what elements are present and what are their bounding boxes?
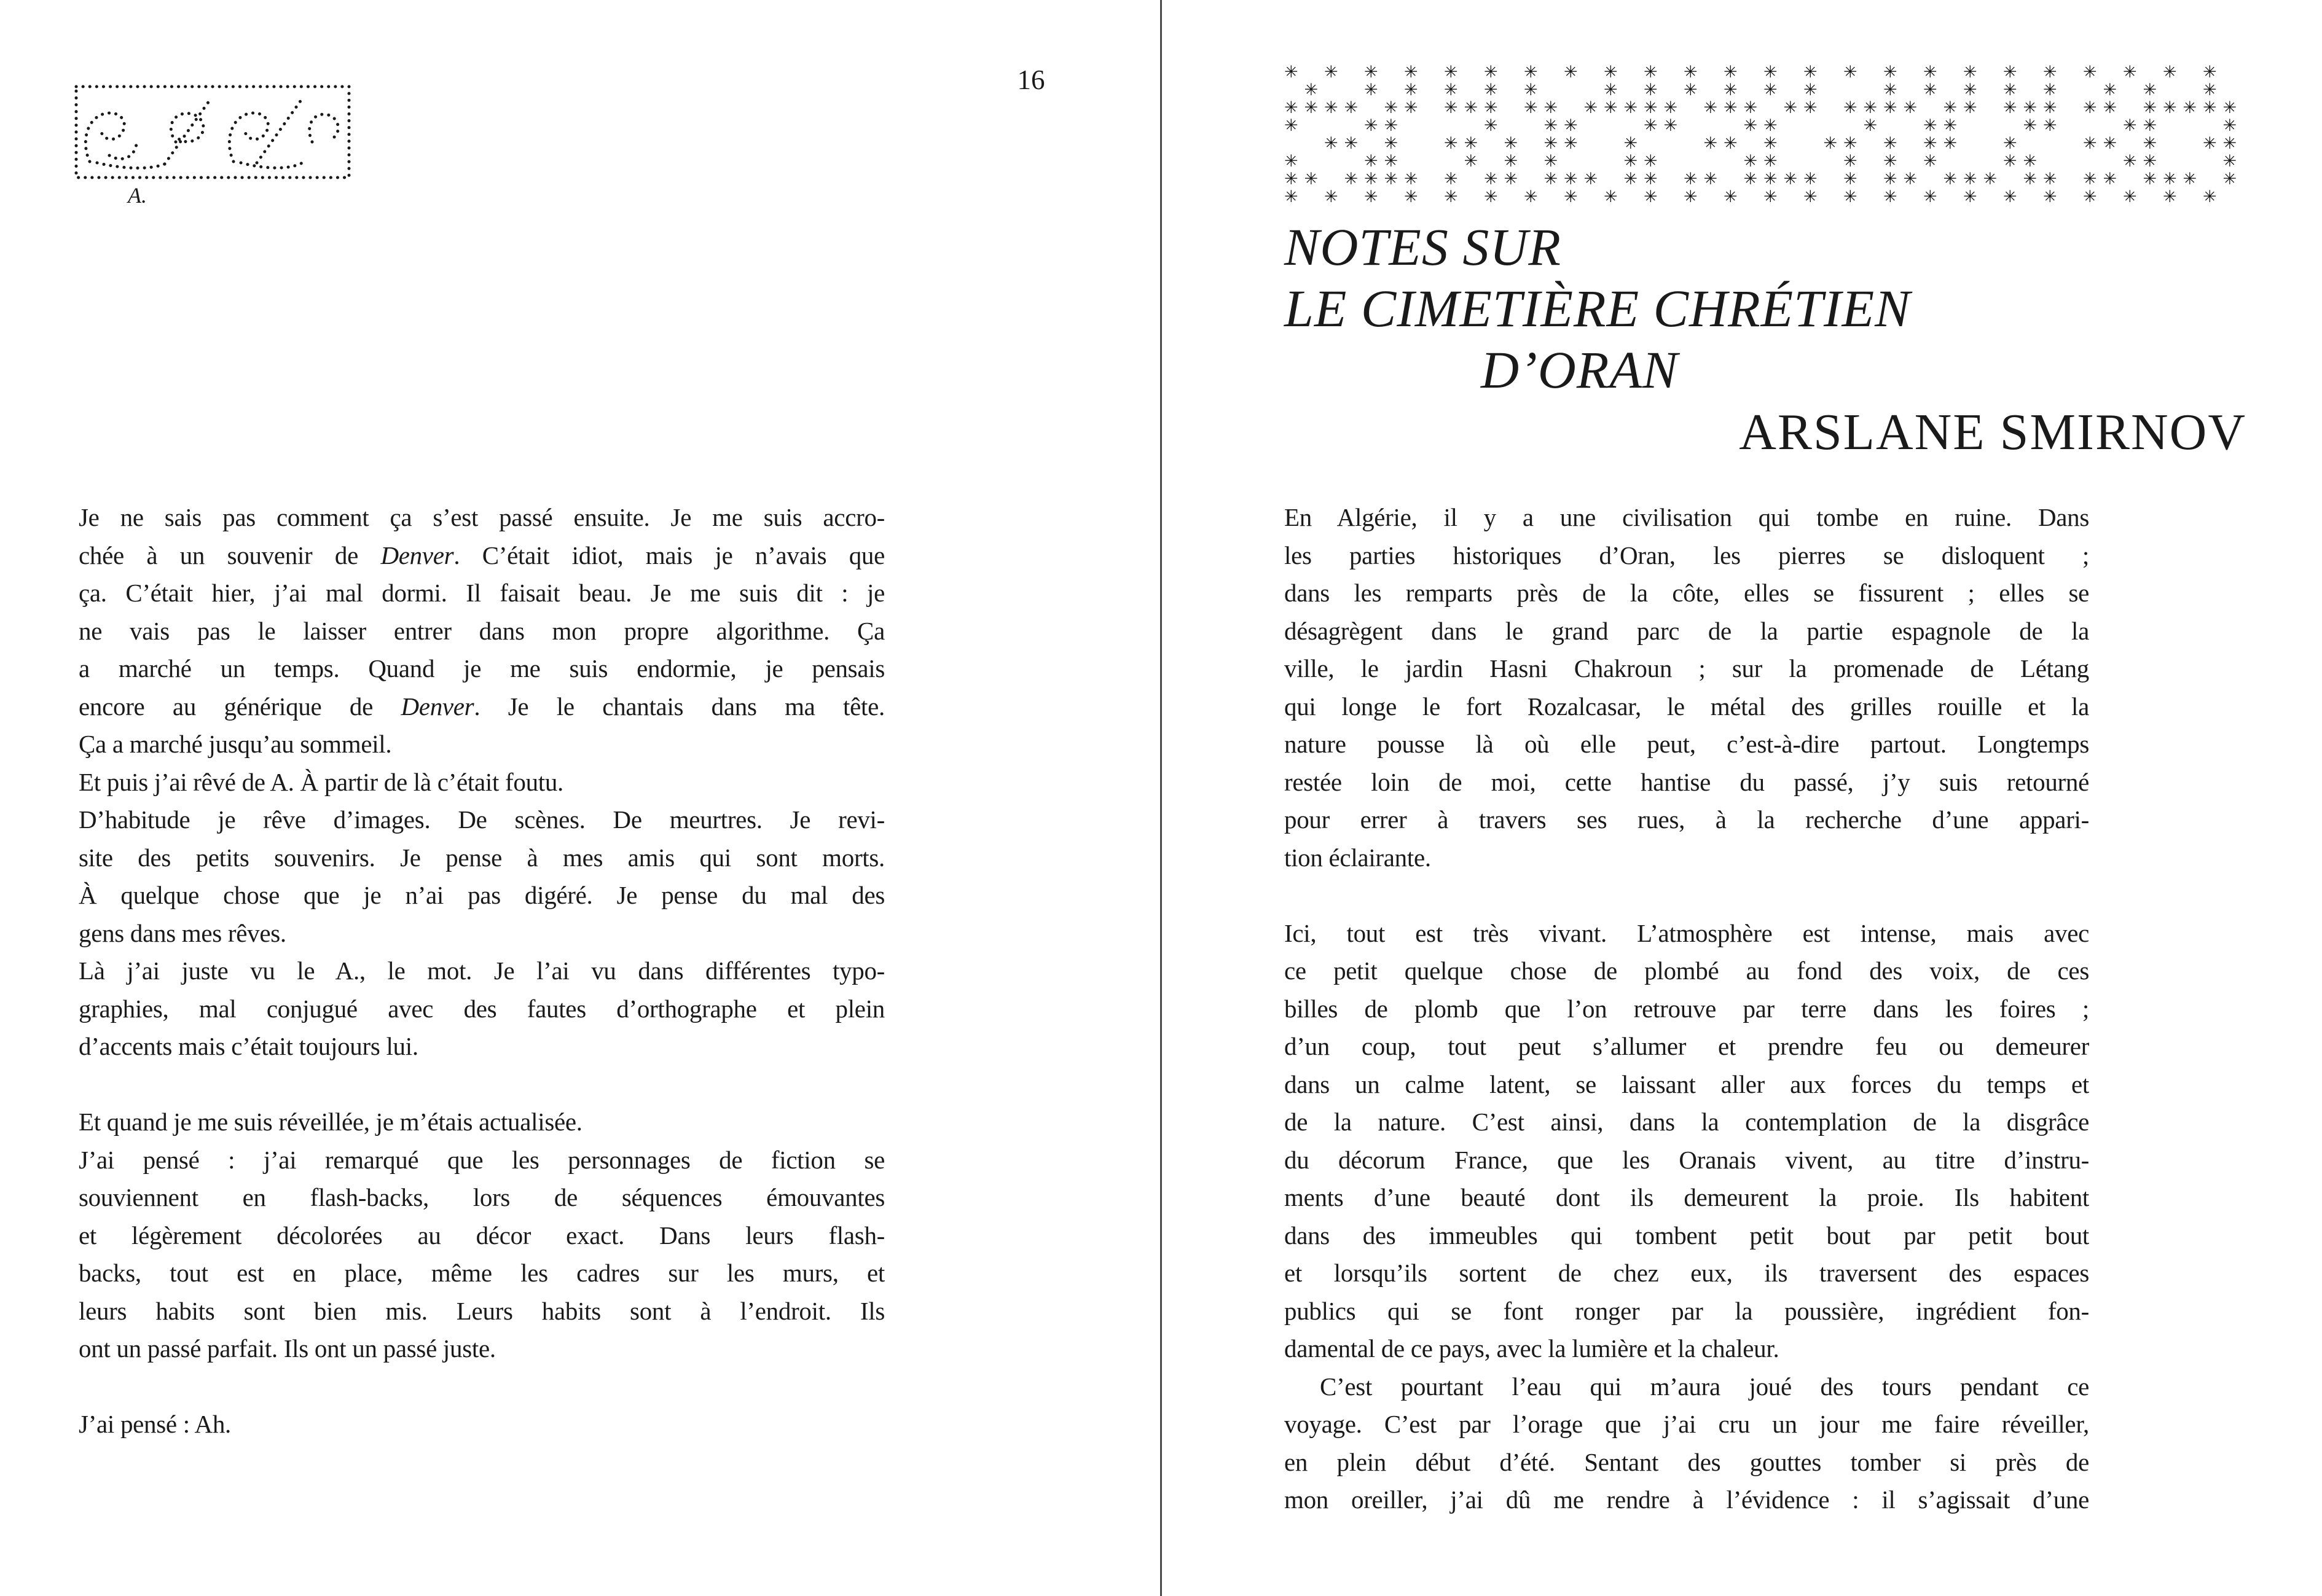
star-glyph-icon: ✳ bbox=[1384, 152, 1398, 171]
star-glyph-icon: ✳ bbox=[1644, 170, 1658, 189]
star-glyph-icon: ✳ bbox=[1644, 152, 1658, 171]
ornament-caption: A. bbox=[128, 183, 147, 208]
star-glyph-icon: ✳ bbox=[1623, 152, 1638, 171]
text-line: leurs habits sont bien mis. Leurs habits sont à l’endroit. Ils bbox=[79, 1296, 885, 1325]
star-glyph-icon: ✳ bbox=[1644, 80, 1658, 100]
star-glyph-icon: ✳ bbox=[1564, 170, 1578, 189]
star-glyph-icon: ✳ bbox=[1644, 116, 1658, 135]
star-glyph-icon: ✳ bbox=[1644, 98, 1658, 117]
star-glyph-icon: ✳ bbox=[1364, 80, 1378, 100]
star-glyph-icon: ✳ bbox=[2043, 116, 2057, 135]
star-glyph-icon: ✳ bbox=[2083, 98, 2097, 117]
star-glyph-icon: ✳ bbox=[1703, 134, 1718, 153]
star-glyph-icon: ✳ bbox=[2023, 116, 2038, 135]
star-glyph-icon: ✳ bbox=[1284, 63, 1298, 82]
star-glyph-icon: ✳ bbox=[2163, 187, 2177, 206]
star-glyph-icon: ✳ bbox=[1883, 98, 1897, 117]
star-glyph-icon: ✳ bbox=[1364, 170, 1378, 189]
star-glyph-icon: ✳ bbox=[1883, 80, 1897, 100]
star-glyph-icon: ✳ bbox=[1384, 170, 1398, 189]
star-glyph-icon: ✳ bbox=[1843, 170, 1857, 189]
star-glyph-icon: ✳ bbox=[1963, 63, 1977, 82]
text-segment: . Je le chantais dans ma tête. bbox=[474, 692, 885, 721]
star-glyph-icon: ✳ bbox=[1644, 187, 1658, 206]
star-glyph-icon: ✳ bbox=[1763, 80, 1778, 100]
left-body-text bbox=[79, 499, 885, 1444]
star-glyph-icon: ✳ bbox=[1763, 134, 1778, 153]
star-glyph-icon: ✳ bbox=[1883, 134, 1897, 153]
star-glyph-icon: ✳ bbox=[1843, 134, 1857, 153]
star-glyph-icon: ✳ bbox=[1464, 98, 1478, 117]
text-line: Là j’ai juste vu le A., le mot. Je l’ai vu dans différentes typo- bbox=[79, 956, 885, 985]
star-glyph-icon: ✳ bbox=[1543, 170, 1558, 189]
text-line: À quelque chose que je n’ai pas digéré. Je pense du mal des bbox=[79, 881, 885, 909]
star-glyph-icon: ✳ bbox=[2003, 98, 2017, 117]
star-glyph-icon: ✳ bbox=[1604, 98, 1618, 117]
star-glyph-icon: ✳ bbox=[2163, 63, 2177, 82]
star-glyph-icon: ✳ bbox=[1963, 170, 1977, 189]
text-segment: . C’était idiot, mais je n’avais que bbox=[453, 541, 885, 569]
star-glyph-icon: ✳ bbox=[1404, 187, 1418, 206]
italic-text: Denver bbox=[401, 692, 474, 721]
star-glyph-icon: ✳ bbox=[2003, 80, 2017, 100]
page-gutter-divider bbox=[1160, 0, 1162, 1596]
star-glyph-icon: ✳ bbox=[1364, 116, 1378, 135]
article-author: ARSLANE SMIRNOV bbox=[1739, 404, 2246, 461]
star-glyph-icon: ✳ bbox=[1324, 98, 1338, 117]
text-line: les parties historiques d’Oran, les pierres se disloquent ; bbox=[1284, 541, 2089, 569]
star-glyph-icon: ✳ bbox=[1923, 63, 1937, 82]
text-line: dans les remparts près de la côte, elles se fissurent ; elles se bbox=[1284, 579, 2089, 607]
star-glyph-icon: ✳ bbox=[1923, 134, 1937, 153]
text-line: En Algérie, il y a une civilisation qui tombe en ruine. Dans bbox=[1284, 503, 2089, 531]
blank-line bbox=[1284, 877, 2089, 915]
article-title-line-3: D’ORAN bbox=[1481, 340, 1679, 399]
star-glyph-icon: ✳ bbox=[1803, 98, 1818, 117]
star-glyph-icon: ✳ bbox=[1923, 116, 1937, 135]
star-glyph-icon: ✳ bbox=[1863, 98, 1878, 117]
star-glyph-icon: ✳ bbox=[1404, 170, 1418, 189]
star-glyph-icon: ✳ bbox=[2203, 80, 2217, 100]
text-line: et lorsqu’ils sortent de chez eux, ils traversent des espaces bbox=[1284, 1259, 2089, 1287]
text-segment: encore au générique de bbox=[79, 692, 401, 721]
star-glyph-icon: ✳ bbox=[2183, 170, 2197, 189]
star-glyph-icon: ✳ bbox=[2143, 152, 2157, 171]
text-line: dans un calme latent, se laissant aller aux forces du temps et bbox=[1284, 1070, 2089, 1098]
star-glyph-icon: ✳ bbox=[1364, 152, 1378, 171]
star-glyph-icon: ✳ bbox=[2123, 187, 2137, 206]
text-line: ne vais pas le laisser entrer dans mon propre algorithme. Ça bbox=[79, 616, 885, 645]
star-glyph-icon: ✳ bbox=[2103, 134, 2117, 153]
star-glyph-icon: ✳ bbox=[1564, 134, 1578, 153]
star-glyph-icon: ✳ bbox=[1943, 134, 1958, 153]
text-line: billes de plomb que l’on retrouve par terre dans les foires ; bbox=[1284, 994, 2089, 1023]
text-line: du décorum France, que les Oranais vivent, au titre d’instru- bbox=[1284, 1145, 2089, 1174]
star-glyph-icon: ✳ bbox=[1803, 63, 1818, 82]
star-glyph-icon: ✳ bbox=[1304, 80, 1319, 100]
star-glyph-icon: ✳ bbox=[2083, 187, 2097, 206]
star-glyph-icon: ✳ bbox=[1763, 63, 1778, 82]
star-glyph-icon: ✳ bbox=[1543, 116, 1558, 135]
star-glyph-icon: ✳ bbox=[1684, 80, 1698, 100]
star-glyph-icon: ✳ bbox=[2222, 152, 2237, 171]
text-line: désagrègent dans le grand parc de la partie espagnole de la bbox=[1284, 616, 2089, 645]
text-line: site des petits souvenirs. Je pense à mes amis qui sont morts. bbox=[79, 843, 885, 872]
star-glyph-icon: ✳ bbox=[2083, 170, 2097, 189]
star-glyph-icon: ✳ bbox=[1543, 98, 1558, 117]
star-glyph-icon: ✳ bbox=[1284, 116, 1298, 135]
text-line: a marché un temps. Quand je me suis endormie, je pensais bbox=[79, 654, 885, 683]
text-line: Je ne sais pas comment ça s’est passé ensuite. Je me suis accro- bbox=[79, 503, 885, 531]
star-glyph-icon: ✳ bbox=[2222, 170, 2237, 189]
star-glyph-icon: ✳ bbox=[2143, 170, 2157, 189]
star-glyph-icon: ✳ bbox=[2222, 98, 2237, 117]
star-glyph-icon: ✳ bbox=[2203, 187, 2217, 206]
text-line: backs, tout est en place, même les cadres sur les murs, et bbox=[79, 1259, 885, 1287]
star-glyph-icon: ✳ bbox=[1444, 134, 1458, 153]
star-glyph-icon: ✳ bbox=[2103, 98, 2117, 117]
star-glyph-icon: ✳ bbox=[2143, 116, 2157, 135]
star-glyph-icon: ✳ bbox=[1484, 98, 1498, 117]
star-glyph-icon: ✳ bbox=[1724, 63, 1738, 82]
star-glyph-icon: ✳ bbox=[2222, 134, 2237, 153]
star-glyph-icon: ✳ bbox=[1644, 63, 1658, 82]
star-glyph-icon: ✳ bbox=[1284, 187, 1298, 206]
star-glyph-icon: ✳ bbox=[1284, 152, 1298, 171]
star-glyph-icon: ✳ bbox=[1883, 152, 1897, 171]
star-glyph-icon: ✳ bbox=[2023, 170, 2038, 189]
text-line: et légèrement décolorées au décor exact. Dans leurs flash- bbox=[79, 1221, 885, 1250]
star-glyph-icon: ✳ bbox=[1763, 170, 1778, 189]
star-glyph-icon: ✳ bbox=[1903, 98, 1918, 117]
star-glyph-icon: ✳ bbox=[1444, 170, 1458, 189]
text-line: mon oreiller, j’ai dû me rendre à l’évidence : il s’agissait d’une bbox=[1284, 1485, 2089, 1514]
star-glyph-icon: ✳ bbox=[1504, 134, 1518, 153]
text-line: publics qui se font ronger par la poussière, ingrédient fon- bbox=[1284, 1296, 2089, 1325]
star-glyph-icon: ✳ bbox=[1543, 134, 1558, 153]
star-glyph-icon: ✳ bbox=[2143, 80, 2157, 100]
star-glyph-icon: ✳ bbox=[2163, 98, 2177, 117]
text-line: dans des immeubles qui tombent petit bout par petit bout bbox=[1284, 1221, 2089, 1250]
star-glyph-icon: ✳ bbox=[2103, 170, 2117, 189]
star-glyph-icon: ✳ bbox=[2123, 63, 2137, 82]
star-glyph-icon: ✳ bbox=[1783, 170, 1798, 189]
text-line: d’un coup, tout peut s’allumer et prendre feu ou demeurer bbox=[1284, 1032, 2089, 1060]
star-glyph-icon: ✳ bbox=[2143, 98, 2157, 117]
star-glyph-icon: ✳ bbox=[1344, 98, 1359, 117]
star-glyph-icon: ✳ bbox=[1564, 187, 1578, 206]
star-glyph-icon: ✳ bbox=[1663, 98, 1678, 117]
star-glyph-icon: ✳ bbox=[1404, 98, 1418, 117]
text-line: tion éclairante. bbox=[1284, 843, 1431, 872]
star-glyph-icon: ✳ bbox=[1564, 63, 1578, 82]
blank-line bbox=[79, 1066, 885, 1104]
star-glyph-icon: ✳ bbox=[2003, 63, 2017, 82]
text-line: nature pousse là où elle peut, c’est-à-dire partout. Longtemps bbox=[1284, 730, 2089, 758]
star-glyph-icon: ✳ bbox=[1324, 63, 1338, 82]
star-glyph-icon: ✳ bbox=[1304, 98, 1319, 117]
star-glyph-icon: ✳ bbox=[1524, 187, 1538, 206]
text-line: d’accents mais c’était toujours lui. bbox=[79, 1032, 418, 1060]
star-glyph-icon: ✳ bbox=[1284, 98, 1298, 117]
star-glyph-icon: ✳ bbox=[1803, 170, 1818, 189]
star-glyph-icon: ✳ bbox=[1724, 187, 1738, 206]
star-glyph-icon: ✳ bbox=[1684, 63, 1698, 82]
text-line bbox=[79, 537, 885, 575]
text-line: ville, le jardin Hasni Chakroun ; sur la promenade de Létang bbox=[1284, 654, 2089, 683]
star-glyph-icon: ✳ bbox=[2043, 187, 2057, 206]
star-glyph-icon: ✳ bbox=[2043, 63, 2057, 82]
star-glyph-icon: ✳ bbox=[1384, 134, 1398, 153]
star-glyph-icon: ✳ bbox=[1743, 152, 1758, 171]
star-glyph-icon: ✳ bbox=[1623, 134, 1638, 153]
text-line: ça. C’était hier, j’ai mal dormi. Il faisait beau. Je me suis dit : je bbox=[79, 579, 885, 607]
text-line: Ici, tout est très vivant. L’atmosphère est intense, mais avec bbox=[1284, 918, 2089, 947]
star-glyph-icon: ✳ bbox=[1803, 187, 1818, 206]
text-line: qui longe le fort Rozalcasar, le métal des grilles rouille et la bbox=[1284, 692, 2089, 721]
star-glyph-icon: ✳ bbox=[1324, 187, 1338, 206]
star-glyph-icon: ✳ bbox=[1524, 98, 1538, 117]
star-glyph-icon: ✳ bbox=[1484, 63, 1498, 82]
text-line: Et puis j’ai rêvé de A. À partir de là c’était foutu. bbox=[79, 767, 564, 796]
star-glyph-icon: ✳ bbox=[2043, 80, 2057, 100]
star-glyph-icon: ✳ bbox=[1564, 116, 1578, 135]
star-glyph-icon: ✳ bbox=[1344, 170, 1359, 189]
star-glyph-icon: ✳ bbox=[2083, 63, 2097, 82]
star-glyph-icon: ✳ bbox=[2222, 116, 2237, 135]
right-body-text bbox=[1284, 499, 2089, 1519]
text-line: gens dans mes rêves. bbox=[79, 918, 286, 947]
star-glyph-icon: ✳ bbox=[1444, 187, 1458, 206]
star-glyph-icon: ✳ bbox=[1684, 187, 1698, 206]
star-glyph-icon: ✳ bbox=[1324, 134, 1338, 153]
star-glyph-icon: ✳ bbox=[1464, 134, 1478, 153]
lace-ornament-icon bbox=[73, 83, 353, 181]
star-glyph-icon: ✳ bbox=[1663, 116, 1678, 135]
star-glyph-icon: ✳ bbox=[1883, 170, 1897, 189]
text-line: graphies, mal conjugué avec des fautes d’orthographe et plein bbox=[79, 994, 885, 1023]
star-glyph-icon: ✳ bbox=[1963, 187, 1977, 206]
article-header bbox=[1284, 216, 2246, 464]
star-glyph-icon: ✳ bbox=[2183, 98, 2197, 117]
star-glyph-icon: ✳ bbox=[2203, 63, 2217, 82]
star-glyph-icon: ✳ bbox=[1404, 80, 1418, 100]
text-line: J’ai pensé : j’ai remarqué que les personnages de fiction se bbox=[79, 1145, 885, 1174]
star-glyph-icon: ✳ bbox=[1763, 152, 1778, 171]
page-number: 16 bbox=[1017, 65, 1045, 95]
star-glyph-icon: ✳ bbox=[1943, 116, 1958, 135]
star-glyph-icon: ✳ bbox=[1703, 98, 1718, 117]
italic-text: Denver bbox=[380, 541, 454, 569]
star-glyph-icon: ✳ bbox=[1943, 170, 1958, 189]
text-line: ments d’une beauté dont ils demeurent la proie. Ils habitent bbox=[1284, 1183, 2089, 1211]
text-line bbox=[79, 688, 885, 726]
star-glyph-icon: ✳ bbox=[1484, 187, 1498, 206]
star-glyph-icon: ✳ bbox=[1444, 98, 1458, 117]
star-glyph-icon: ✳ bbox=[1604, 63, 1618, 82]
star-glyph-icon: ✳ bbox=[1444, 63, 1458, 82]
star-glyph-icon: ✳ bbox=[1623, 170, 1638, 189]
blank-line bbox=[79, 1368, 885, 1406]
star-band-ornament-icon bbox=[1284, 63, 2246, 208]
star-glyph-icon: ✳ bbox=[2143, 134, 2157, 153]
star-glyph-icon: ✳ bbox=[2003, 187, 2017, 206]
text-line: damental de ce pays, avec la lumière et la chaleur. bbox=[1284, 1334, 1779, 1363]
star-glyph-icon: ✳ bbox=[1763, 116, 1778, 135]
text-line: souviennent en flash-backs, lors de séquences émouvantes bbox=[79, 1183, 885, 1211]
star-glyph-icon: ✳ bbox=[1703, 170, 1718, 189]
text-line: pour errer à travers ses rues, à la recherche d’une appari- bbox=[1284, 805, 2089, 834]
star-glyph-icon: ✳ bbox=[1724, 134, 1738, 153]
star-glyph-icon: ✳ bbox=[1963, 98, 1977, 117]
star-glyph-icon: ✳ bbox=[1783, 98, 1798, 117]
star-glyph-icon: ✳ bbox=[2023, 152, 2038, 171]
star-glyph-icon: ✳ bbox=[1923, 80, 1937, 100]
text-line: Et quand je me suis réveillée, je m’étais actualisée. bbox=[79, 1108, 582, 1136]
star-glyph-icon: ✳ bbox=[1743, 116, 1758, 135]
text-line: ont un passé parfait. Ils ont un passé juste. bbox=[79, 1334, 496, 1363]
star-glyph-icon: ✳ bbox=[1404, 63, 1418, 82]
star-glyph-icon: ✳ bbox=[1364, 187, 1378, 206]
text-segment: chée à un souvenir de bbox=[79, 541, 381, 569]
star-glyph-icon: ✳ bbox=[1743, 170, 1758, 189]
star-glyph-icon: ✳ bbox=[2023, 98, 2038, 117]
star-glyph-icon: ✳ bbox=[2043, 170, 2057, 189]
star-glyph-icon: ✳ bbox=[1364, 63, 1378, 82]
star-glyph-icon: ✳ bbox=[2003, 134, 2017, 153]
star-glyph-icon: ✳ bbox=[2003, 152, 2017, 171]
star-glyph-icon: ✳ bbox=[1484, 170, 1498, 189]
star-glyph-icon: ✳ bbox=[1484, 116, 1498, 135]
star-glyph-icon: ✳ bbox=[1883, 63, 1897, 82]
star-glyph-icon: ✳ bbox=[2123, 152, 2137, 171]
star-glyph-icon: ✳ bbox=[1623, 98, 1638, 117]
star-glyph-icon: ✳ bbox=[1464, 152, 1478, 171]
text-line: ce petit quelque chose de plombé au fond des voix, de ces bbox=[1284, 956, 2089, 985]
star-glyph-icon: ✳ bbox=[1923, 187, 1937, 206]
star-glyph-icon: ✳ bbox=[1444, 80, 1458, 100]
text-line: C’est pourtant l’eau qui m’aura joué des tours pendant ce bbox=[1320, 1372, 2089, 1401]
article-title-line-1: NOTES SUR bbox=[1284, 217, 1561, 276]
star-glyph-icon: ✳ bbox=[2123, 116, 2137, 135]
text-line: en plein début d’été. Sentant des gouttes tomber si près de bbox=[1284, 1447, 2089, 1476]
star-glyph-icon: ✳ bbox=[1843, 98, 1857, 117]
star-glyph-icon: ✳ bbox=[1983, 170, 1998, 189]
star-glyph-icon: ✳ bbox=[2163, 170, 2177, 189]
text-line: J’ai pensé : Ah. bbox=[79, 1410, 231, 1438]
star-glyph-icon: ✳ bbox=[1763, 187, 1778, 206]
star-glyph-icon: ✳ bbox=[1484, 80, 1498, 100]
star-glyph-icon: ✳ bbox=[1583, 98, 1598, 117]
star-glyph-icon: ✳ bbox=[1724, 80, 1738, 100]
star-glyph-icon: ✳ bbox=[1743, 98, 1758, 117]
star-glyph-icon: ✳ bbox=[1943, 98, 1958, 117]
star-glyph-icon: ✳ bbox=[1524, 63, 1538, 82]
text-line: D’habitude je rêve d’images. De scènes. De meurtres. Je revi- bbox=[79, 805, 885, 834]
text-line: voyage. C’est par l’orage que j’ai cru un jour me faire réveiller, bbox=[1284, 1410, 2089, 1438]
star-glyph-icon: ✳ bbox=[1504, 152, 1518, 171]
star-glyph-icon: ✳ bbox=[1823, 134, 1838, 153]
star-glyph-icon: ✳ bbox=[1384, 116, 1398, 135]
star-glyph-icon: ✳ bbox=[1863, 116, 1878, 135]
star-glyph-icon: ✳ bbox=[2083, 134, 2097, 153]
star-glyph-icon: ✳ bbox=[1684, 170, 1698, 189]
star-glyph-icon: ✳ bbox=[1843, 152, 1857, 171]
text-line: de la nature. C’est ainsi, dans la contemplation de la disgrâce bbox=[1284, 1108, 2089, 1136]
text-line: restée loin de moi, cette hantise du passé, j’y suis retourné bbox=[1284, 767, 2089, 796]
star-glyph-icon: ✳ bbox=[1284, 170, 1298, 189]
star-glyph-icon: ✳ bbox=[1843, 187, 1857, 206]
star-glyph-icon: ✳ bbox=[1843, 63, 1857, 82]
star-glyph-icon: ✳ bbox=[1604, 187, 1618, 206]
star-glyph-icon: ✳ bbox=[1304, 170, 1319, 189]
star-glyph-icon: ✳ bbox=[1524, 80, 1538, 100]
star-glyph-icon: ✳ bbox=[2043, 98, 2057, 117]
star-glyph-icon: ✳ bbox=[1903, 170, 1918, 189]
star-glyph-icon: ✳ bbox=[1504, 170, 1518, 189]
star-glyph-icon: ✳ bbox=[1344, 134, 1359, 153]
star-glyph-icon: ✳ bbox=[1384, 98, 1398, 117]
article-title-line-2: LE CIMETIÈRE CHRÉTIEN bbox=[1284, 279, 1911, 338]
star-glyph-icon: ✳ bbox=[2203, 134, 2217, 153]
star-glyph-icon: ✳ bbox=[1583, 170, 1598, 189]
text-line: Ça a marché jusqu’au sommeil. bbox=[79, 730, 392, 758]
star-glyph-icon: ✳ bbox=[2203, 98, 2217, 117]
star-glyph-icon: ✳ bbox=[1543, 152, 1558, 171]
star-glyph-icon: ✳ bbox=[1963, 80, 1977, 100]
star-glyph-icon: ✳ bbox=[1883, 187, 1897, 206]
star-glyph-icon: ✳ bbox=[1604, 80, 1618, 100]
star-glyph-icon: ✳ bbox=[1923, 152, 1937, 171]
star-glyph-icon: ✳ bbox=[2103, 80, 2117, 100]
star-glyph-icon: ✳ bbox=[1803, 80, 1818, 100]
star-glyph-icon: ✳ bbox=[1724, 98, 1738, 117]
